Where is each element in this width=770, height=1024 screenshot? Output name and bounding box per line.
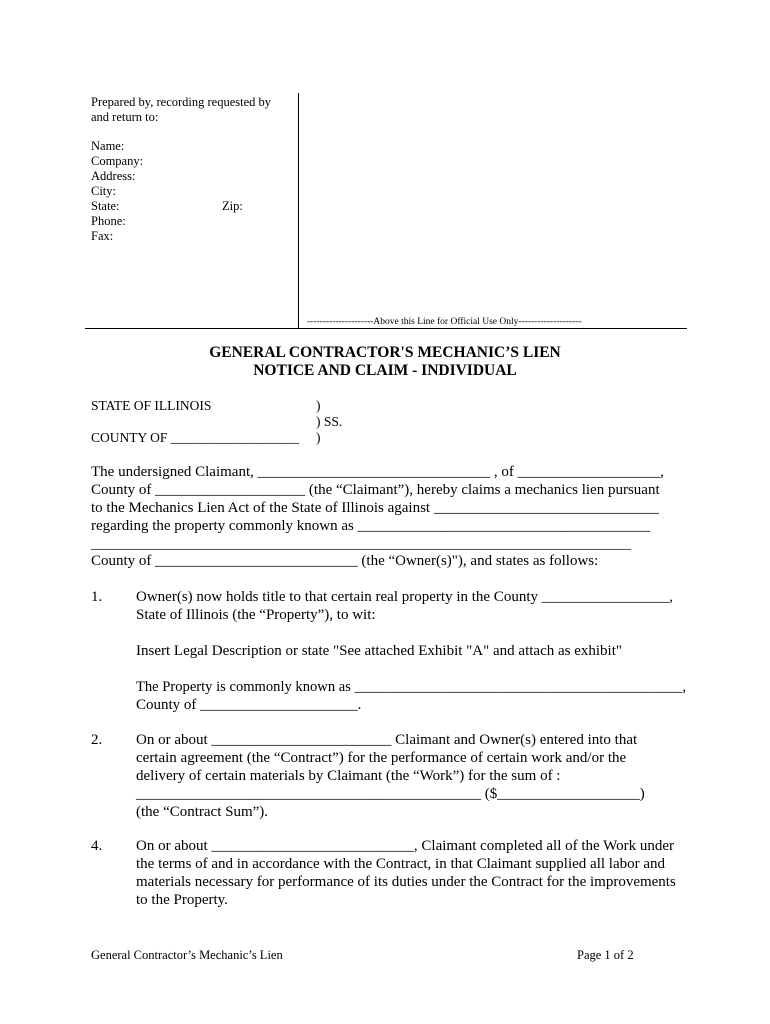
- item1-number: 1.: [91, 589, 103, 605]
- prepared-by-line1: Prepared by, recording requested by: [91, 95, 272, 109]
- phone-label: Phone:: [91, 214, 126, 228]
- item2-line4: ______________________________________________ ($___________________): [136, 786, 645, 802]
- document-title-line2: NOTICE AND CLAIM - INDIVIDUAL: [253, 362, 517, 379]
- intro-line1: The undersigned Claimant, _______________________________ , of ___________________,: [91, 464, 664, 480]
- intro-line6: County of ___________________________ (the “Owner(s)"), and states as follows:: [91, 553, 599, 569]
- item1-line2: State of Illinois (the “Property”), to wit:: [136, 607, 376, 623]
- venue-paren-1: ): [316, 398, 321, 413]
- address-label: Address:: [91, 169, 136, 183]
- company-label: Company:: [91, 154, 144, 168]
- intro-line3: to the Mechanics Lien Act of the State of Illinois against ______________________________: [91, 500, 659, 516]
- zip-label: Zip:: [222, 199, 243, 213]
- official-use-line: ---------------------Above this Line for Official Use Only--------------------: [307, 317, 582, 327]
- footer-title: General Contractor’s Mechanic’s Lien: [91, 948, 283, 962]
- fax-label: Fax:: [91, 229, 114, 243]
- item2-line3: delivery of certain materials by Claimant (the “Work”) for the sum of :: [136, 768, 561, 784]
- item4-number: 4.: [91, 838, 103, 854]
- city-label: City:: [91, 184, 117, 198]
- item4-line1: On or about ___________________________, Claimant completed all of the Work under: [136, 838, 675, 854]
- name-label: Name:: [91, 139, 125, 153]
- item2-number: 2.: [91, 732, 103, 748]
- item4-line2: the terms of and in accordance with the Contract, in that Claimant supplied all labor and: [136, 856, 666, 872]
- document-title-line1: GENERAL CONTRACTOR'S MECHANIC’S LIEN: [209, 344, 561, 361]
- header-vertical-divider: [298, 93, 299, 329]
- item1-legal-description: Insert Legal Description or state "See attached Exhibit "A" and attach as exhibit": [136, 643, 622, 659]
- prepared-by-line2: and return to:: [91, 110, 159, 124]
- item2-line1: On or about ________________________ Claimant and Owner(s) entered into that: [136, 732, 638, 748]
- item1-county: County of _____________________.: [136, 697, 362, 713]
- item1-line1: Owner(s) now holds title to that certain real property in the County _________________,: [136, 589, 673, 605]
- item2-line5: (the “Contract Sum”).: [136, 804, 269, 820]
- header-horizontal-divider: [85, 328, 687, 329]
- page-number: Page 1 of 2: [577, 948, 634, 962]
- item1-known-as: The Property is commonly known as _____________________________________________,: [136, 679, 686, 695]
- intro-line2: County of ____________________ (the “Claimant”), hereby claims a mechanics lien pursuant: [91, 482, 660, 498]
- venue-paren-ss: ) SS.: [316, 414, 343, 429]
- state-label: State:: [91, 199, 120, 213]
- intro-line4: regarding the property commonly known as _______________________________________: [91, 518, 651, 534]
- item4-line3: materials necessary for performance of its duties under the Contract for the improvements: [136, 874, 676, 890]
- item2-line2: certain agreement (the “Contract”) for the performance of certain work and/or the: [136, 750, 627, 766]
- intro-line5: ________________________________________________________________________________: [91, 536, 631, 551]
- item4-line4: to the Property.: [136, 892, 228, 908]
- venue-state: STATE OF ILLINOIS: [91, 398, 212, 413]
- venue-county: COUNTY OF ___________________: [91, 430, 300, 445]
- venue-paren-3: ): [316, 430, 321, 445]
